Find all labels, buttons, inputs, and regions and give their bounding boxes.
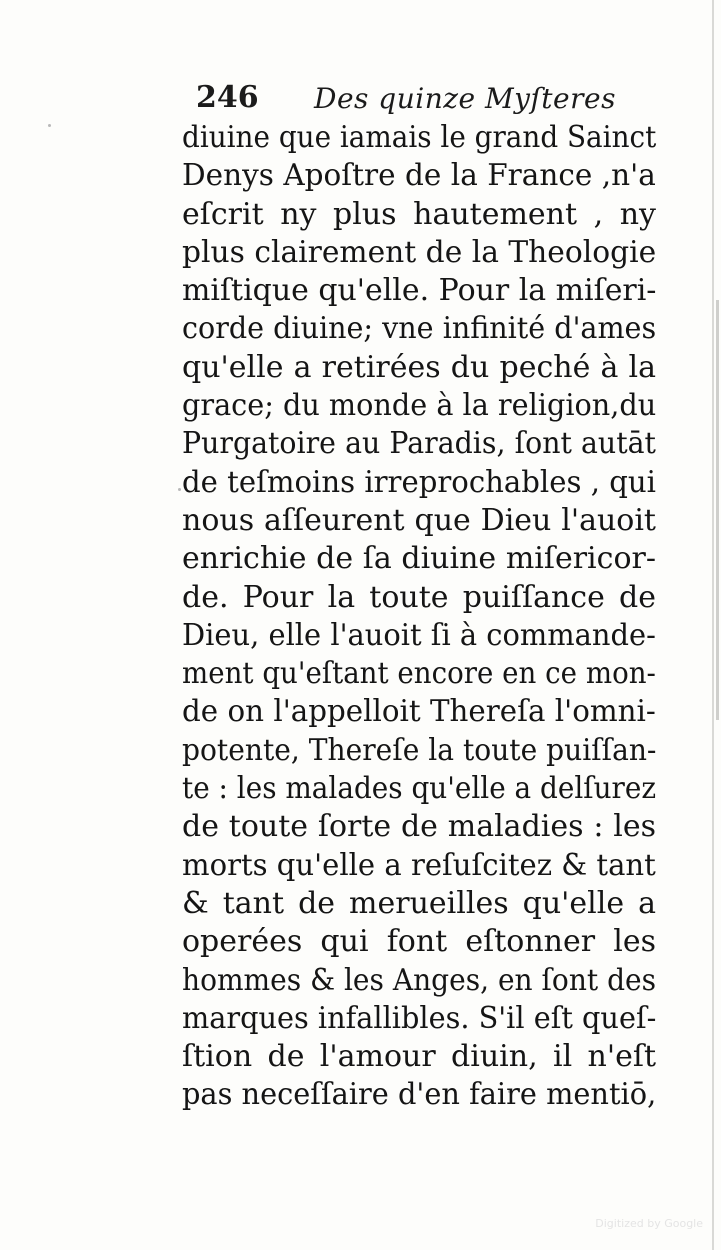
text-line: de. Pour la toute puiſſance de bbox=[182, 579, 656, 615]
text-line: corde diuine; vne infinité d'ames bbox=[182, 311, 657, 347]
watermark: Digitized by Google bbox=[595, 1217, 703, 1230]
text-line: & tant de merueilles qu'elle a bbox=[182, 885, 656, 921]
text-line: operées qui font eſtonner les bbox=[182, 924, 656, 960]
text-line: eſcrit ny plus hautement , ny bbox=[182, 196, 656, 232]
text-line: de teſmoins irreprochables , qui bbox=[182, 464, 656, 500]
page-number: 246 bbox=[196, 80, 259, 115]
running-header bbox=[196, 80, 666, 120]
text-line: miſtique qu'elle. Pour la miſeri- bbox=[182, 273, 657, 309]
text-line: marques infallibles. S'il eſt queſ- bbox=[182, 1000, 657, 1036]
text-line: de toute ſorte de maladies : les bbox=[182, 809, 656, 845]
running-title: Des quinze Myſteres bbox=[314, 82, 616, 115]
text-line: ſtion de l'amour diuin, il n'eſt bbox=[182, 1039, 656, 1075]
text-line: de on l'appelloit Thereſa l'omni- bbox=[182, 694, 656, 730]
text-line: Denys Apoſtre de la France ,n'a bbox=[182, 158, 656, 194]
text-line: diuine que iamais le grand Sainct bbox=[182, 120, 657, 155]
text-line: pas neceſſaire d'en faire mentiō, bbox=[182, 1077, 657, 1113]
paper-speck bbox=[178, 488, 181, 491]
body-text bbox=[182, 119, 656, 1115]
text-line: grace; du monde à la religion,du bbox=[182, 388, 657, 424]
text-line: enrichie de ſa diuine miſericor- bbox=[182, 541, 656, 577]
text-line: qu'elle a retirées du peché à la bbox=[182, 349, 656, 385]
page-edge-shadow bbox=[712, 0, 714, 1250]
text-line: Purgatoire au Paradis, ſont autāt bbox=[182, 426, 656, 462]
text-line: nous aſſeurent que Dieu l'auoit bbox=[182, 502, 656, 538]
page-edge-shadow-dark bbox=[716, 300, 719, 720]
text-line: hommes & les Anges, en ſont des bbox=[182, 962, 657, 998]
paper-speck bbox=[48, 124, 51, 127]
text-line: Dieu, elle l'auoit ſi à commande- bbox=[182, 617, 656, 653]
text-line: te : les malades qu'elle a delſurez bbox=[182, 771, 657, 807]
text-line: morts qu'elle a reſuſcitez & tant bbox=[182, 847, 656, 883]
text-line: potente, Thereſe la toute puiſſan- bbox=[182, 732, 657, 768]
text-line: ment qu'eſtant encore en ce mon- bbox=[182, 656, 656, 692]
text-line: plus clairement de la Theologie bbox=[182, 234, 657, 270]
